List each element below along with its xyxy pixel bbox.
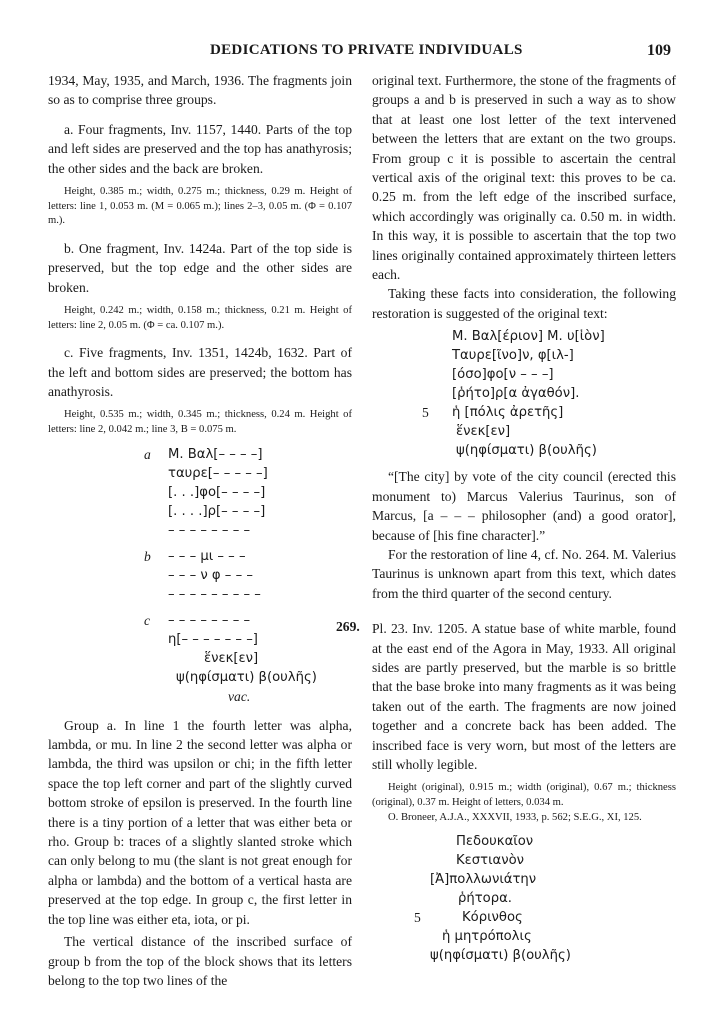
fragment-a-description: a. Four fragments, Inv. 1157, 1440. Parts of the top and left sides are preserved and the top has anathyrosis; the other sides and the back are broken. [48, 121, 352, 176]
inscription-line: – – – – – – – – – [168, 586, 261, 602]
inscription-line: ἕνεκ[εν] [456, 424, 511, 440]
restoration-note: For the restoration of line 4, cf. No. 264. M. Valerius Taurinus is unknown apart from this text, which dates from the third quarter of the second century. [372, 546, 676, 601]
fragment-b-measurements: Height, 0.242 m.; width, 0.158 m.; thickness, 0.21 m. Height of letters: line 2, 0.05 m. (Φ = ca. 0.107 m.). [48, 305, 352, 331]
restoration-intro: Taking these facts into consideration, the following restoration is suggested of the original text: [372, 286, 676, 321]
inscription-line: Κόρινθος [462, 910, 523, 926]
entry-269-bibliography: O. Broneer, A.J.A., XXXVII, 1933, p. 562; S.E.G., XI, 125. [388, 811, 642, 823]
fragment-c-text [48, 611, 352, 706]
entry-269-measurements: Height (original), 0.915 m.; width (original), 0.67 m.; thickness (original), 0.37 m. Height of letters, 0.034 m. [372, 782, 676, 808]
running-title: DEDICATIONS TO PRIVATE INDIVIDUALS [210, 42, 523, 58]
fragment-b-description: b. One fragment, Inv. 1424a. Part of the top side is preserved, but the top edge and the other sides are broken. [48, 240, 352, 295]
entry-269 [336, 619, 676, 774]
inscription-line: ψ(ηφίσματι) β(ουλῆς) [456, 443, 597, 459]
vacat-note: vac. [228, 688, 251, 704]
fragment-a-text [48, 445, 352, 540]
fragment-b-label: b [144, 548, 151, 564]
inscription-line: – – – – – – – – [168, 522, 251, 538]
inscription-line: Πεδουκαῖον [456, 834, 534, 850]
fragment-a-measurements: Height, 0.385 m.; width, 0.275 m.; thickness, 0.29 m. Height of letters: line 1, 0.053 m. (M = 0.065 m.); lines 2–3, 0.05 m. (Φ = 0.107 m.). [48, 186, 352, 227]
inscription-line: Μ. Βαλ[έριον] Μ. υ[ἱὸν] [452, 329, 605, 345]
entry-269-description: Pl. 23. Inv. 1205. A statue base of white marble, found at the east end of the Agora in May, 1933. All original sides are partly preserved, but the marble is so brittle that the base broke into many fragments as it was being taken out of the earth. The fragments are now joined together and a concrete back has been added. The inscribed face is very worn, but most of the letters are still wholly legible. [372, 621, 676, 772]
group-commentary: Group a. In line 1 the fourth letter was alpha, lambda, or mu. In line 2 the second letter was alpha or lambda, the third was upsilon or chi; in the fifth letter space the top left corner and part of the slightly curved bottom stroke of epsilon is preserved. In the fourth line there is a tiny portion of a letter that was either beta or rho. Group b: traces of a slightly slanted stroke which can only belong to mu (the slant is not great enough for alpha or lambda) and the bottom of a vertical hasta are preserved at the top edge. In group c, the first letter in the top line was either eta, iota, or pi. [48, 717, 352, 927]
fragment-a-label: a [144, 446, 151, 462]
inscription-line: Ταυρε[ῖνο]ν, φ[ιλ-] [452, 348, 574, 364]
inscription-line: η[– – – – – – –] [168, 631, 258, 647]
page-header [0, 40, 725, 64]
inscription-line: ῥήτορα. [458, 891, 512, 907]
entry-269-text [372, 832, 676, 965]
original-text-paragraph: original text. Furthermore, the stone of the fragments of groups a and b is preserved in such a way as to show that at least one lost letter of the text intervened between the letters that are extant on the two groups. From group c it is possible to ascertain the central vertical axis of the original text: this proves to be ca. 0.25 m. from the left edge of the inscribed surface, which accordingly was originally ca. 0.50 m. in width. In this way, it is possible to ascertain that the top two lines originally contained approximately thirteen letters each. [372, 73, 676, 283]
restoration-text [372, 327, 676, 460]
inscription-line: ἡ [πόλις ἀρετῆς] [452, 405, 564, 421]
entry-number: 269. [336, 619, 360, 635]
fragment-b-text [48, 547, 352, 604]
inscription-line: [. . . .]ρ[– – – –] [168, 503, 266, 519]
inscription-line: ταυρε[– – – – –] [168, 465, 268, 481]
inscription-line: – – – μι – – – [168, 548, 246, 564]
left-column [48, 71, 352, 990]
inscription-line: [Ἀ]πολλωνιάτην [430, 872, 537, 888]
intro-paragraph: 1934, May, 1935, and March, 1936. The fragments join so as to comprise three groups. [48, 73, 352, 108]
inscription-line: [όσο]φο[ν – – –] [452, 367, 554, 383]
inscription-line: Μ. Βαλ[– – – –] [168, 446, 263, 462]
inscription-line: ἡ μητρόπολις [442, 929, 532, 945]
inscription-line: ψ(ηφίσματι) β(ουλῆς) [176, 669, 317, 685]
inscription-line: – – – ν φ – – – [168, 567, 253, 583]
inscription-line: [ῥήτο]ρ[α ἀγαθόν]. [452, 386, 580, 402]
line-number: 5 [422, 405, 429, 421]
right-column [336, 71, 676, 965]
inscription-line: Κεστιανὸν [456, 853, 525, 869]
fragment-c-description: c. Five fragments, Inv. 1351, 1424b, 1632. Part of the left and bottom sides are preserved; the bottom has anathyrosis. [48, 345, 352, 400]
vertical-distance-paragraph: The vertical distance of the inscribed surface of group b from the top of the block shows that its letters belong to the top two lines of the [48, 934, 352, 988]
line-number: 5 [414, 910, 421, 926]
inscription-line: [. . .]φο[– – – –] [168, 484, 266, 500]
inscription-line: ψ(ηφίσματι) β(ουλῆς) [430, 948, 571, 964]
fragment-c-label: c [144, 612, 151, 628]
inscription-line: – – – – – – – – [168, 612, 251, 628]
page-number: 109 [647, 42, 671, 59]
translation-paragraph: “[The city] by vote of the city council (erected this monument to) Marcus Valerius Taurinus, son of Marcus, [a – – – philosopher (and) a good orator], because of [his fine character].” [372, 469, 676, 543]
inscription-line: ἕνεκ[εν] [204, 650, 259, 666]
fragment-c-measurements: Height, 0.535 m.; width, 0.345 m.; thickness, 0.24 m. Height of letters: line 2, 0.042 m.; line 3, B = 0.075 m. [48, 409, 352, 436]
